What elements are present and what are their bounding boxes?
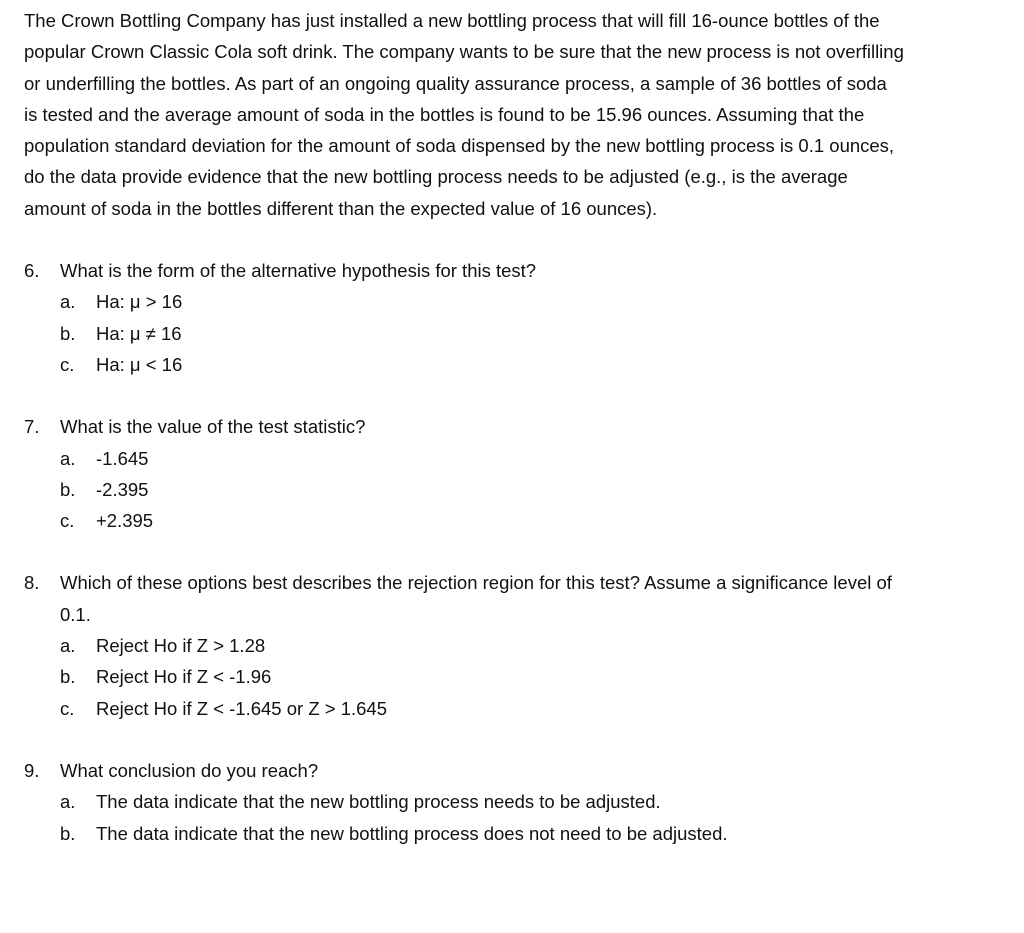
option-letter: b. [60, 478, 76, 500]
document [24, 5, 904, 849]
option-a [24, 286, 904, 317]
option-letter: a. [60, 447, 76, 469]
question-text: What conclusion do you reach? [60, 759, 319, 781]
option-letter: c. [60, 353, 75, 375]
option-text: Reject Ho if Z > 1.28 [96, 635, 266, 657]
option-letter: b. [60, 666, 76, 688]
option-b [24, 661, 904, 692]
question-header [24, 755, 904, 786]
question-number: 8. [24, 572, 40, 594]
option-a [24, 443, 904, 474]
question-header [24, 567, 904, 630]
option-letter: b. [60, 822, 76, 844]
question-header [24, 411, 904, 442]
option-text: Reject Ho if Z < -1.645 or Z > 1.645 [96, 697, 388, 719]
option-letter: b. [60, 322, 76, 344]
question-text: Which of these options best describes the rejection region for this test? Assume a significance level of 0.1. [60, 572, 892, 625]
option-c [24, 505, 904, 536]
option-b [24, 818, 904, 849]
question-number: 6. [24, 260, 40, 282]
option-letter: c. [60, 510, 75, 532]
option-text: -2.395 [96, 478, 149, 500]
problem-statement: The Crown Bottling Company has just installed a new bottling process that will fill 16-ounce bottles of the popular Crown Classic Cola soft drink. The company wants to be sure that the new process is not overfilling or underfilling the bottles. As part of an ongoing quality assurance process, a sample of 36 bottles of soda is tested and the average amount of soda in the bottles is found to be 15.96 ounces. Assuming that the population standard deviation for the amount of soda dispensed by the new bottling process is 0.1 ounces, do the data provide evidence that the new bottling process needs to be adjusted (e.g., is the average amount of soda in the bottles different than the expected value of 16 ounces). [24, 10, 904, 219]
question-number: 9. [24, 759, 40, 781]
question-text: What is the form of the alternative hypothesis for this test? [60, 260, 537, 282]
option-b [24, 474, 904, 505]
question-8 [24, 567, 904, 723]
option-text: +2.395 [96, 510, 154, 532]
question-7 [24, 411, 904, 536]
option-letter: a. [60, 635, 76, 657]
option-letter: c. [60, 697, 75, 719]
question-9 [24, 755, 904, 849]
option-a [24, 630, 904, 661]
option-text: Ha: μ > 16 [96, 291, 183, 313]
option-c [24, 349, 904, 380]
option-c [24, 693, 904, 724]
option-b [24, 318, 904, 349]
option-text: Ha: μ ≠ 16 [96, 322, 182, 344]
option-letter: a. [60, 791, 76, 813]
option-text: Ha: μ < 16 [96, 353, 183, 375]
option-text: The data indicate that the new bottling process does not need to be adjusted. [96, 822, 728, 844]
question-number: 7. [24, 416, 40, 438]
option-text: The data indicate that the new bottling process needs to be adjusted. [96, 791, 661, 813]
option-a [24, 786, 904, 817]
question-header [24, 255, 904, 286]
question-text: What is the value of the test statistic? [60, 416, 366, 438]
question-6 [24, 255, 904, 380]
option-text: -1.645 [96, 447, 149, 469]
option-letter: a. [60, 291, 76, 313]
option-text: Reject Ho if Z < -1.96 [96, 666, 272, 688]
